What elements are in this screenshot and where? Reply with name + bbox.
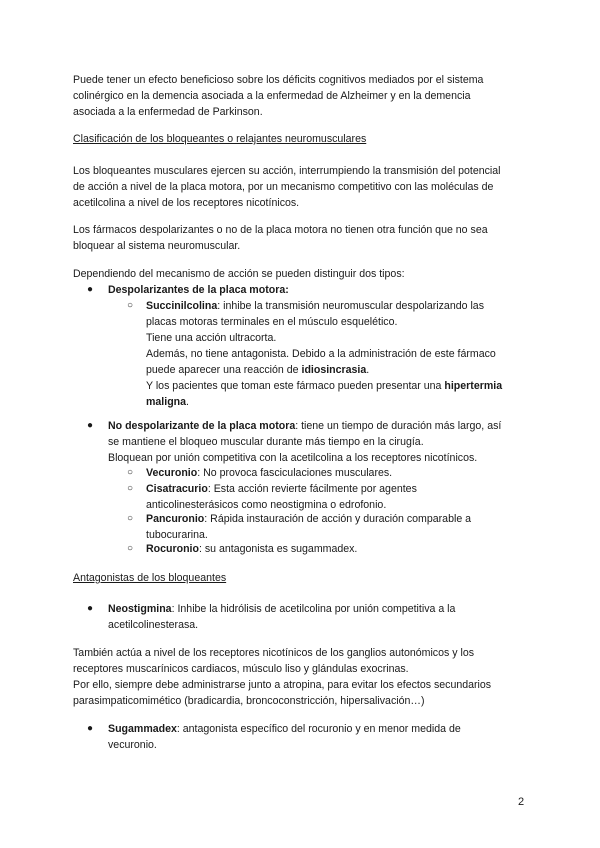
section-title-antagonistas: Antagonistas de los bloqueantes	[73, 572, 227, 584]
text-line	[146, 298, 526, 314]
sub-item-cisatracurio	[146, 481, 526, 513]
drug-name: Sugammadex	[108, 723, 177, 735]
page-number: 2	[518, 796, 525, 808]
drug-name: Vecuronio	[146, 467, 198, 479]
text: .	[366, 364, 370, 376]
text-line: Además, no tiene antagonista. Debido a la administración de este fármaco	[146, 348, 496, 360]
bullet-icon: ●	[87, 603, 94, 614]
text: : No provoca fasciculaciones musculares.	[197, 467, 393, 479]
sub-bullet-icon: ○	[127, 483, 134, 494]
bullet-icon: ●	[87, 723, 94, 734]
text-line	[108, 418, 528, 434]
text: puede aparecer una reacción de	[146, 364, 302, 376]
bold-term: maligna	[146, 396, 187, 408]
text-line	[146, 362, 526, 378]
text-line	[146, 394, 526, 410]
paragraph-bloqueantes	[73, 163, 528, 211]
paragraph-tipos: Dependiendo del mecanismo de acción se pueden distinguir dos tipos:	[73, 268, 405, 280]
text-line: anticolinesterásicos como neostigmina o edrofonio.	[146, 499, 387, 511]
bullet-no-despolarizante	[108, 418, 528, 466]
text-line: se mantiene el bloqueo muscular durante más tiempo en la cirugía.	[108, 436, 424, 448]
bold-term: idiosincrasia	[301, 364, 367, 376]
text-line	[108, 601, 528, 617]
text: : inhibe la transmisión neuromuscular despolarizando las	[217, 300, 484, 312]
bold-term: hipertermia	[444, 380, 503, 392]
text-line	[146, 511, 526, 527]
text-line: Puede tener un efecto beneficioso sobre los déficits cognitivos mediados por el sistema	[73, 74, 484, 86]
drug-name: Rocuronio	[146, 543, 199, 555]
intro-paragraph	[73, 72, 528, 120]
sub-item-rocuronio	[146, 541, 526, 557]
sub-item-vecuronio	[146, 465, 526, 481]
drug-name: Cisatracurio	[146, 483, 208, 495]
bullet-sugammadex	[108, 721, 528, 753]
sub-bullet-icon: ○	[127, 300, 134, 311]
text-line: Tiene una acción ultracorta.	[146, 332, 277, 344]
text: : Inhibe la hidrólisis de acetilcolina por unión competitiva a la	[171, 603, 456, 615]
sub-bullet-icon: ○	[127, 513, 134, 524]
text-line: parasimpaticomimético (bradicardia, broncoconstricción, hipersalivación…)	[73, 695, 425, 707]
sub-bullet-icon: ○	[127, 543, 134, 554]
text: : Esta acción revierte fácilmente por agentes	[207, 483, 417, 495]
drug-name: Neostigmina	[108, 603, 172, 615]
text-line	[146, 481, 526, 497]
paragraph-farmacos	[73, 222, 528, 254]
text-line: tubocurarina.	[146, 529, 208, 541]
text: : Rápida instauración de acción y duración comparable a	[204, 513, 472, 525]
text-line: bloquear al sistema neuromuscular.	[73, 240, 241, 252]
text: Y los pacientes que toman este fármaco pueden presentar una	[146, 380, 445, 392]
text-line	[108, 721, 528, 737]
bullet-neostigmina	[108, 601, 528, 633]
text: : tiene un tiempo de duración más largo, así	[295, 420, 502, 432]
text: : antagonista específico del rocuronio y en menor medida de	[176, 723, 461, 735]
text-line: receptores muscarínicos cardiacos, músculo liso y glándulas exocrinas.	[73, 663, 409, 675]
text-line: Por ello, siempre debe administrarse junto a atropina, para evitar los efectos secundarios	[73, 679, 492, 691]
text-line: También actúa a nivel de los receptores nicotínicos de los ganglios autonómicos y los	[73, 647, 475, 659]
paragraph-tambien	[73, 645, 528, 709]
text-line: Bloquean por unión competitiva con la acetilcolina a los receptores nicotínicos.	[108, 452, 478, 464]
sub-item-pancuronio	[146, 511, 526, 543]
text-line	[146, 378, 526, 394]
text-line: Los bloqueantes musculares ejercen su acción, interrumpiendo la transmisión del potencial	[73, 165, 501, 177]
text-line: asociada a la enfermedad de Parkinson.	[73, 106, 263, 118]
bullet-icon: ●	[87, 420, 94, 431]
text-line: Los fármacos despolarizantes o no de la placa motora no tienen otra función que no sea	[73, 224, 488, 236]
bullet-title: No despolarizante de la placa motora	[108, 420, 296, 432]
drug-name: Succinilcolina	[146, 300, 218, 312]
text-line: vecuronio.	[108, 739, 157, 751]
text-line: de acción a nivel de la placa motora, por un mecanismo competitivo con las moléculas de	[73, 181, 494, 193]
text: .	[186, 396, 189, 408]
text: : su antagonista es sugammadex.	[198, 543, 358, 555]
bullet-despolarizantes-title: Despolarizantes de la placa motora:	[108, 284, 289, 296]
text-line: colinérgico en la demencia asociada a la enfermedad de Alzheimer y en la demencia	[73, 90, 471, 102]
bullet-icon: ●	[87, 284, 94, 295]
sub-bullet-icon: ○	[127, 467, 134, 478]
text-line: acetilcolina a nivel de los receptores nicotínicos.	[73, 197, 300, 209]
sub-item-succinilcolina	[146, 298, 526, 410]
drug-name: Pancuronio	[146, 513, 205, 525]
section-title-clasificacion: Clasificación de los bloqueantes o relajantes neuromusculares	[73, 133, 367, 145]
text-line: acetilcolinesterasa.	[108, 619, 199, 631]
text-line: placas motoras terminales en el músculo esquelético.	[146, 316, 398, 328]
